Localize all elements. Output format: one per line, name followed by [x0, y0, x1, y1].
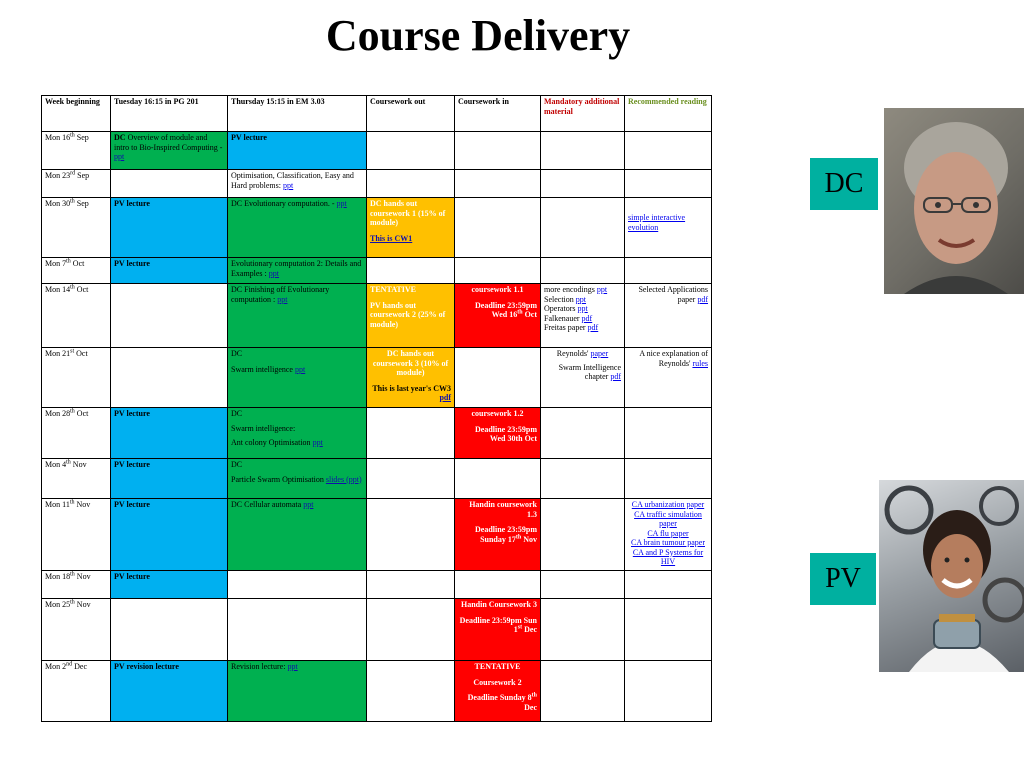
week-month: Sep — [74, 199, 89, 208]
week-month: Nov — [70, 460, 87, 469]
coursework-note: DC hands out coursework 1 (15% of module) — [370, 199, 446, 227]
tuesday-cell — [111, 170, 228, 198]
week-date: Mon 18 — [45, 572, 71, 581]
week-cell — [42, 198, 111, 258]
coursework-out-cell — [367, 661, 455, 722]
deadline-text: Deadline Sunday 8 — [467, 693, 532, 702]
ppt-link[interactable]: ppt — [596, 285, 608, 294]
week-date: Mon 23 — [45, 171, 71, 180]
week-suffix: nd — [66, 661, 73, 668]
week-month: Sep — [75, 171, 90, 180]
coursework-in-cell — [455, 198, 541, 258]
week-month: Nov — [74, 600, 91, 609]
week-cell — [42, 348, 111, 408]
week-date: Mon 21 — [45, 349, 71, 358]
coursework-out-cell — [367, 198, 455, 258]
session-text: Overview of module and intro to Bio-Inspired Computing - — [114, 133, 223, 152]
week-month: Nov — [74, 572, 91, 581]
recommended-cell — [625, 499, 712, 571]
deadline-suffix: th — [517, 309, 523, 316]
coursework-out-cell — [367, 408, 455, 459]
session-text: Ant colony Optimisation — [231, 438, 313, 447]
session-text: Revision lecture: — [231, 662, 288, 671]
tuesday-cell: PV lecture — [111, 571, 228, 599]
thursday-cell — [228, 459, 367, 499]
week-date: Mon 16 — [45, 133, 71, 142]
tuesday-cell: PV lecture — [111, 459, 228, 499]
week-date: Mon 25 — [45, 600, 71, 609]
coursework-out-cell — [367, 599, 455, 661]
coursework-in-cell — [455, 284, 541, 348]
table-row — [42, 170, 712, 198]
deadline-month: Oct — [522, 310, 537, 319]
portrait-man-illustration — [884, 108, 1024, 294]
presenter-tag: DC — [231, 409, 243, 418]
coursework-title: Handin coursework 1.3 — [469, 500, 537, 519]
ppt-link[interactable]: ppt — [287, 662, 298, 671]
mandatory-cell — [541, 408, 625, 459]
week-suffix: st — [70, 348, 75, 355]
deadline-text: Deadline 23:59pm Wed 16 — [475, 300, 537, 319]
table-row — [42, 571, 712, 599]
header-thursday: Thursday 15:15 in EM 3.03 — [228, 96, 367, 132]
deadline-text: Deadline 23:59pm Wed 30th Oct — [475, 424, 537, 443]
thursday-cell — [228, 408, 367, 459]
tuesday-cell — [111, 284, 228, 348]
week-suffix: th — [69, 499, 75, 506]
week-month: Oct — [70, 259, 85, 268]
thursday-cell — [228, 499, 367, 571]
coursework-in-cell — [455, 459, 541, 499]
pv-photo — [879, 480, 1024, 672]
coursework-out-cell — [367, 258, 455, 284]
week-month: Oct — [74, 285, 89, 294]
week-cell — [42, 661, 111, 722]
coursework-in-cell — [455, 661, 541, 722]
paper-link[interactable]: paper — [590, 349, 609, 358]
mandatory-cell — [541, 284, 625, 348]
coursework-out-cell — [367, 284, 455, 348]
mandatory-cell — [541, 198, 625, 258]
ppt-link[interactable]: ppt — [312, 438, 323, 447]
material-label: Selection — [544, 294, 576, 304]
coursework-out-cell — [367, 348, 455, 408]
material-label: Operators — [544, 304, 578, 313]
session-text: Evolutionary computation 2: Details and Examples : — [231, 259, 362, 278]
tuesday-cell: PV lecture — [111, 198, 228, 258]
week-suffix: th — [70, 198, 75, 205]
ppt-link[interactable]: ppt — [277, 294, 288, 304]
coursework-title: coursework 1.2 — [471, 409, 524, 418]
week-date: Mon 14 — [45, 285, 71, 294]
material-label: more encodings — [544, 285, 597, 294]
ppt-link[interactable]: ppt — [575, 294, 587, 304]
deadline-text: Deadline 23:59pm Sun 1 — [459, 615, 537, 634]
table-row — [42, 284, 712, 348]
tuesday-cell: PV lecture — [111, 408, 228, 459]
thursday-cell — [228, 170, 367, 198]
thursday-cell — [228, 198, 367, 258]
tuesday-cell — [111, 348, 228, 408]
ppt-link[interactable]: ppt — [577, 304, 588, 313]
mandatory-cell — [541, 132, 625, 170]
table-row — [42, 459, 712, 499]
coursework-in-cell — [455, 408, 541, 459]
week-month: Oct — [74, 349, 88, 358]
coursework-title: Coursework 2 — [473, 677, 522, 687]
ca-hiv-link[interactable]: CA and P Systems for HIV — [632, 547, 704, 566]
week-suffix: th — [70, 284, 75, 291]
table-row — [42, 661, 712, 722]
table-row — [42, 348, 712, 408]
week-suffix: th — [66, 459, 71, 466]
table-header-row — [42, 96, 712, 132]
mandatory-cell — [541, 258, 625, 284]
recommended-cell — [625, 170, 712, 198]
week-suffix: th — [66, 258, 71, 265]
rules-link[interactable]: rules — [692, 358, 708, 368]
coursework-title: coursework 1.1 — [471, 285, 524, 294]
material-label: Reynolds' — [556, 349, 591, 358]
mandatory-cell — [541, 170, 625, 198]
table-row — [42, 599, 712, 661]
coursework-out-cell — [367, 499, 455, 571]
ppt-link[interactable]: ppt — [303, 500, 314, 509]
deadline-suffix: th — [515, 533, 522, 540]
thursday-cell — [228, 258, 367, 284]
slides-link[interactable]: slides (ppt) — [325, 474, 362, 484]
ppt-link[interactable]: ppt — [283, 180, 294, 190]
recommended-cell — [625, 132, 712, 170]
tuesday-cell — [111, 599, 228, 661]
pdf-link[interactable]: pdf — [581, 313, 593, 323]
coursework-in-cell — [455, 170, 541, 198]
ppt-link[interactable]: ppt — [268, 268, 280, 278]
coursework-out-cell — [367, 170, 455, 198]
week-suffix: th — [70, 599, 75, 606]
recommended-cell — [625, 198, 712, 258]
thursday-cell — [228, 284, 367, 348]
tentative-label: TENTATIVE — [370, 285, 416, 294]
coursework-note: PV hands out coursework 2 (25% of module) — [370, 300, 446, 329]
tuesday-cell: PV lecture — [111, 499, 228, 571]
pv-badge: PV — [810, 553, 876, 605]
table-row — [42, 408, 712, 459]
thursday-cell — [228, 348, 367, 408]
week-suffix: rd — [70, 170, 76, 177]
header-week: Week beginning — [42, 96, 111, 132]
mandatory-cell — [541, 348, 625, 408]
ca-urbanization-link[interactable]: CA urbanization paper — [631, 500, 705, 509]
session-text: DC Evolutionary computation. - — [231, 199, 337, 208]
coursework-out-cell — [367, 571, 455, 599]
table-row — [42, 499, 712, 571]
week-date: Mon 28 — [45, 409, 71, 418]
pdf-link[interactable]: pdf — [610, 372, 621, 381]
ppt-link[interactable]: ppt — [114, 152, 125, 161]
week-suffix: th — [70, 571, 75, 578]
presenter-tag: DC — [231, 349, 243, 358]
deadline-month: Dec — [522, 625, 537, 634]
cw1-link[interactable]: This is CW1 — [370, 233, 413, 243]
thursday-cell — [228, 599, 367, 661]
tuesday-cell: PV lecture — [111, 258, 228, 284]
deadline-month: Dec — [524, 702, 537, 712]
ppt-link[interactable]: ppt — [336, 199, 347, 208]
deadline-text: Deadline 23:59pm Sunday 17 — [475, 525, 537, 544]
pdf-link[interactable]: pdf — [587, 323, 599, 332]
session-text: Swarm intelligence: — [231, 423, 296, 433]
coursework-out-cell — [367, 132, 455, 170]
week-cell — [42, 284, 111, 348]
week-cell — [42, 408, 111, 459]
recommended-cell — [625, 408, 712, 459]
week-month: Dec — [72, 662, 88, 671]
recommended-cell — [625, 258, 712, 284]
header-tuesday: Tuesday 16:15 in PG 201 — [111, 96, 228, 132]
header-coursework-in: Coursework in — [455, 96, 541, 132]
material-label: Falkenauer — [544, 313, 582, 323]
coursework-note: DC hands out coursework 3 (10% of module) — [372, 349, 449, 377]
recommended-cell — [625, 284, 712, 348]
week-suffix: th — [70, 408, 75, 415]
recommended-cell — [625, 348, 712, 408]
week-suffix: th — [70, 132, 75, 139]
recommended-cell — [625, 571, 712, 599]
material-label: Swarm Intelligence chapter — [558, 362, 621, 381]
coursework-in-cell — [455, 132, 541, 170]
week-cell — [42, 499, 111, 571]
week-cell — [42, 599, 111, 661]
mandatory-cell — [541, 571, 625, 599]
dc-badge: DC — [810, 158, 878, 210]
week-date: Mon 2 — [45, 662, 67, 671]
tuesday-cell — [111, 132, 228, 170]
thursday-cell — [228, 571, 367, 599]
week-date: Mon 11 — [45, 500, 70, 509]
week-month: Nov — [74, 500, 91, 509]
coursework-in-cell — [455, 499, 541, 571]
slide-title: Course Delivery — [325, 11, 631, 60]
mandatory-cell — [541, 661, 625, 722]
portrait-woman-robot-illustration — [879, 480, 1024, 672]
table-row — [42, 132, 712, 170]
reading-label: Selected Applications paper — [638, 285, 708, 304]
deadline-suffix: st — [517, 624, 523, 631]
deadline-month: Nov — [521, 534, 537, 544]
interactive-evolution-link[interactable]: simple interactive evolution — [628, 213, 686, 232]
coursework-in-cell — [455, 599, 541, 661]
mandatory-cell — [541, 499, 625, 571]
last-year-note: This is last year's CW3 — [372, 383, 451, 393]
week-month: Oct — [74, 409, 89, 418]
week-cell — [42, 132, 111, 170]
recommended-cell — [625, 661, 712, 722]
ca-traffic-link[interactable]: CA traffic simulation paper — [634, 509, 702, 528]
ca-flu-link[interactable]: CA flu paper — [647, 528, 689, 538]
week-cell — [42, 459, 111, 499]
coursework-in-cell — [455, 348, 541, 408]
header-coursework-out: Coursework out — [367, 96, 455, 132]
coursework-title: Handin Coursework 3 — [460, 600, 537, 609]
week-date: Mon 30 — [45, 199, 71, 208]
session-text: Swarm intelligence — [231, 364, 295, 374]
thursday-cell — [228, 661, 367, 722]
mandatory-cell — [541, 599, 625, 661]
table-row — [42, 258, 712, 284]
pdf-link[interactable]: pdf — [697, 294, 708, 304]
coursework-in-cell — [455, 571, 541, 599]
header-recommended: Recommended reading — [625, 96, 712, 132]
tuesday-cell: PV revision lecture — [111, 661, 228, 722]
pdf-link[interactable]: pdf — [439, 393, 451, 402]
week-cell — [42, 258, 111, 284]
week-cell — [42, 170, 111, 198]
deadline-suffix: th — [531, 692, 537, 699]
ca-brain-tumour-link[interactable]: CA brain tumour paper — [631, 538, 705, 547]
presenter-tag: DC — [231, 460, 243, 469]
recommended-cell — [625, 459, 712, 499]
thursday-cell: PV lecture — [228, 132, 367, 170]
material-label: Freitas paper — [544, 323, 588, 332]
header-mandatory: Mandatory additional material — [541, 96, 625, 132]
session-text: Particle Swarm Optimisation — [231, 474, 326, 484]
session-text: Optimisation, Classification, Easy and Hard problems: — [231, 171, 354, 190]
week-date: Mon 7 — [45, 259, 67, 268]
schedule-table — [41, 95, 712, 722]
coursework-in-cell — [455, 258, 541, 284]
table-row — [42, 198, 712, 258]
week-date: Mon 4 — [45, 460, 67, 469]
reading-label: A nice explanation of Reynolds' — [639, 349, 708, 368]
coursework-out-cell — [367, 459, 455, 499]
mandatory-cell — [541, 459, 625, 499]
session-text: DC Cellular automata — [231, 500, 304, 509]
dc-photo — [884, 108, 1024, 294]
presenter-tag: DC — [114, 133, 126, 142]
ppt-link[interactable]: ppt — [294, 364, 306, 374]
recommended-cell — [625, 599, 712, 661]
session-text: DC Finishing off Evolutionary computation : — [231, 285, 330, 304]
tentative-label: TENTATIVE — [474, 662, 521, 671]
week-month: Sep — [74, 133, 89, 142]
week-cell — [42, 571, 111, 599]
